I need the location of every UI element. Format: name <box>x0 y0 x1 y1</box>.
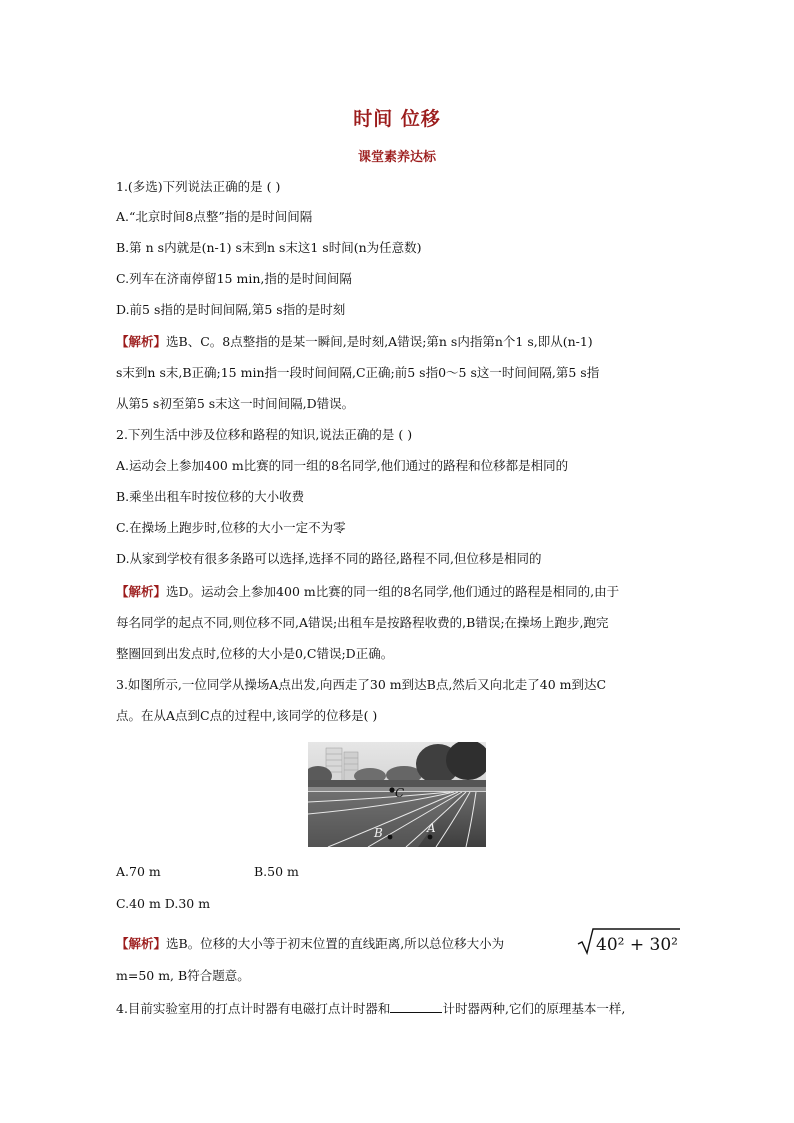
point-a-label: A <box>427 821 436 835</box>
analysis-tag: 【解析】 <box>116 584 167 599</box>
q4-fill-blank <box>390 998 442 1013</box>
q1-option-a: A.“北京时间8点整”指的是时间间隔 <box>116 209 313 224</box>
q2-option-d: D.从家到学校有很多条路可以选择,选择不同的路径,路程不同,但位移是相同的 <box>116 551 542 566</box>
q3-stem-line-1: 3.如图所示,一位同学从操场A点出发,向西走了30 m到达B点,然后又向北走了40 m到达C <box>116 677 607 692</box>
q2-exp1: 选D。运动会上参加400 m比赛的同一组的8名同学,他们通过的路程是相同的,由于 <box>166 584 620 599</box>
q3-option-a: A.70 m <box>116 864 161 879</box>
running-track-photo <box>308 742 486 847</box>
q1-explanation-line-2: s末到n s末,B正确;15 min指一段时间间隔,C正确;前5 s指0～5 s这一时间间隔,第5 s指 <box>116 365 600 380</box>
q2-explanation-line-3: 整圈回到出发点时,位移的大小是0,C错误;D正确。 <box>116 646 394 661</box>
q1-option-b: B.第 n s内就是(n-1) s末到n s末这1 s时间(n为任意数) <box>116 240 422 255</box>
q2-stem: 2.下列生活中涉及位移和路程的知识,说法正确的是 ( ) <box>116 427 413 442</box>
track-photo-graphic <box>308 742 486 847</box>
point-b-label: B <box>374 826 383 840</box>
q1-option-c: C.列车在济南停留15 min,指的是时间间隔 <box>116 271 352 286</box>
sqrt-formula <box>576 927 680 955</box>
q3-option-b: B.50 m <box>254 864 299 879</box>
q2-option-a: A.运动会上参加400 m比赛的同一组的8名同学,他们通过的路程和位移都是相同的 <box>116 458 569 473</box>
q1-option-d: D.前5 s指的是时间间隔,第5 s指的是时刻 <box>116 302 346 317</box>
page-subtitle: 课堂素养达标 <box>357 150 436 165</box>
point-c-label: C <box>395 786 405 800</box>
q1-explanation-line-3: 从第5 s初至第5 s末这一时间间隔,D错误。 <box>116 396 355 411</box>
q2-option-b: B.乘坐出租车时按位移的大小收费 <box>116 489 305 504</box>
q1-explanation-line-1 <box>116 332 696 352</box>
q4-stem-post: 计时器两种,它们的原理基本一样, <box>442 1001 626 1016</box>
q2-explanation-line-2: 每名同学的起点不同,则位移不同,A错误;出租车是按路程收费的,B错误;在操场上跑步,跑完 <box>116 615 609 630</box>
q1-stem: 1.(多选)下列说法正确的是 ( ) <box>116 179 281 194</box>
q1-exp1: 选B、C。8点整指的是某一瞬间,是时刻,A错误;第n s内指第n个1 s,即从(n-1) <box>166 334 593 349</box>
sqrt-radicand: 40² + 30² <box>596 935 678 955</box>
analysis-tag: 【解析】 <box>116 334 167 349</box>
q3-exp1: 选B。位移的大小等于初末位置的直线距离,所以总位移大小为 <box>166 936 505 951</box>
q2-explanation-line-1 <box>116 582 696 602</box>
q4-stem-pre: 4.目前实验室用的打点计时器有电磁打点计时器和 <box>116 1001 391 1016</box>
q2-option-c: C.在操场上跑步时,位移的大小一定不为零 <box>116 520 346 535</box>
q3-explanation-line-2: m=50 m, B符合题意。 <box>116 968 250 983</box>
analysis-tag: 【解析】 <box>116 936 167 951</box>
q4-stem <box>116 998 696 1019</box>
page-title: 时间 位移 <box>353 108 441 130</box>
q3-option-cd: C.40 m D.30 m <box>116 896 211 911</box>
q3-stem-line-2: 点。在从A点到C点的过程中,该同学的位移是( ) <box>116 708 378 723</box>
